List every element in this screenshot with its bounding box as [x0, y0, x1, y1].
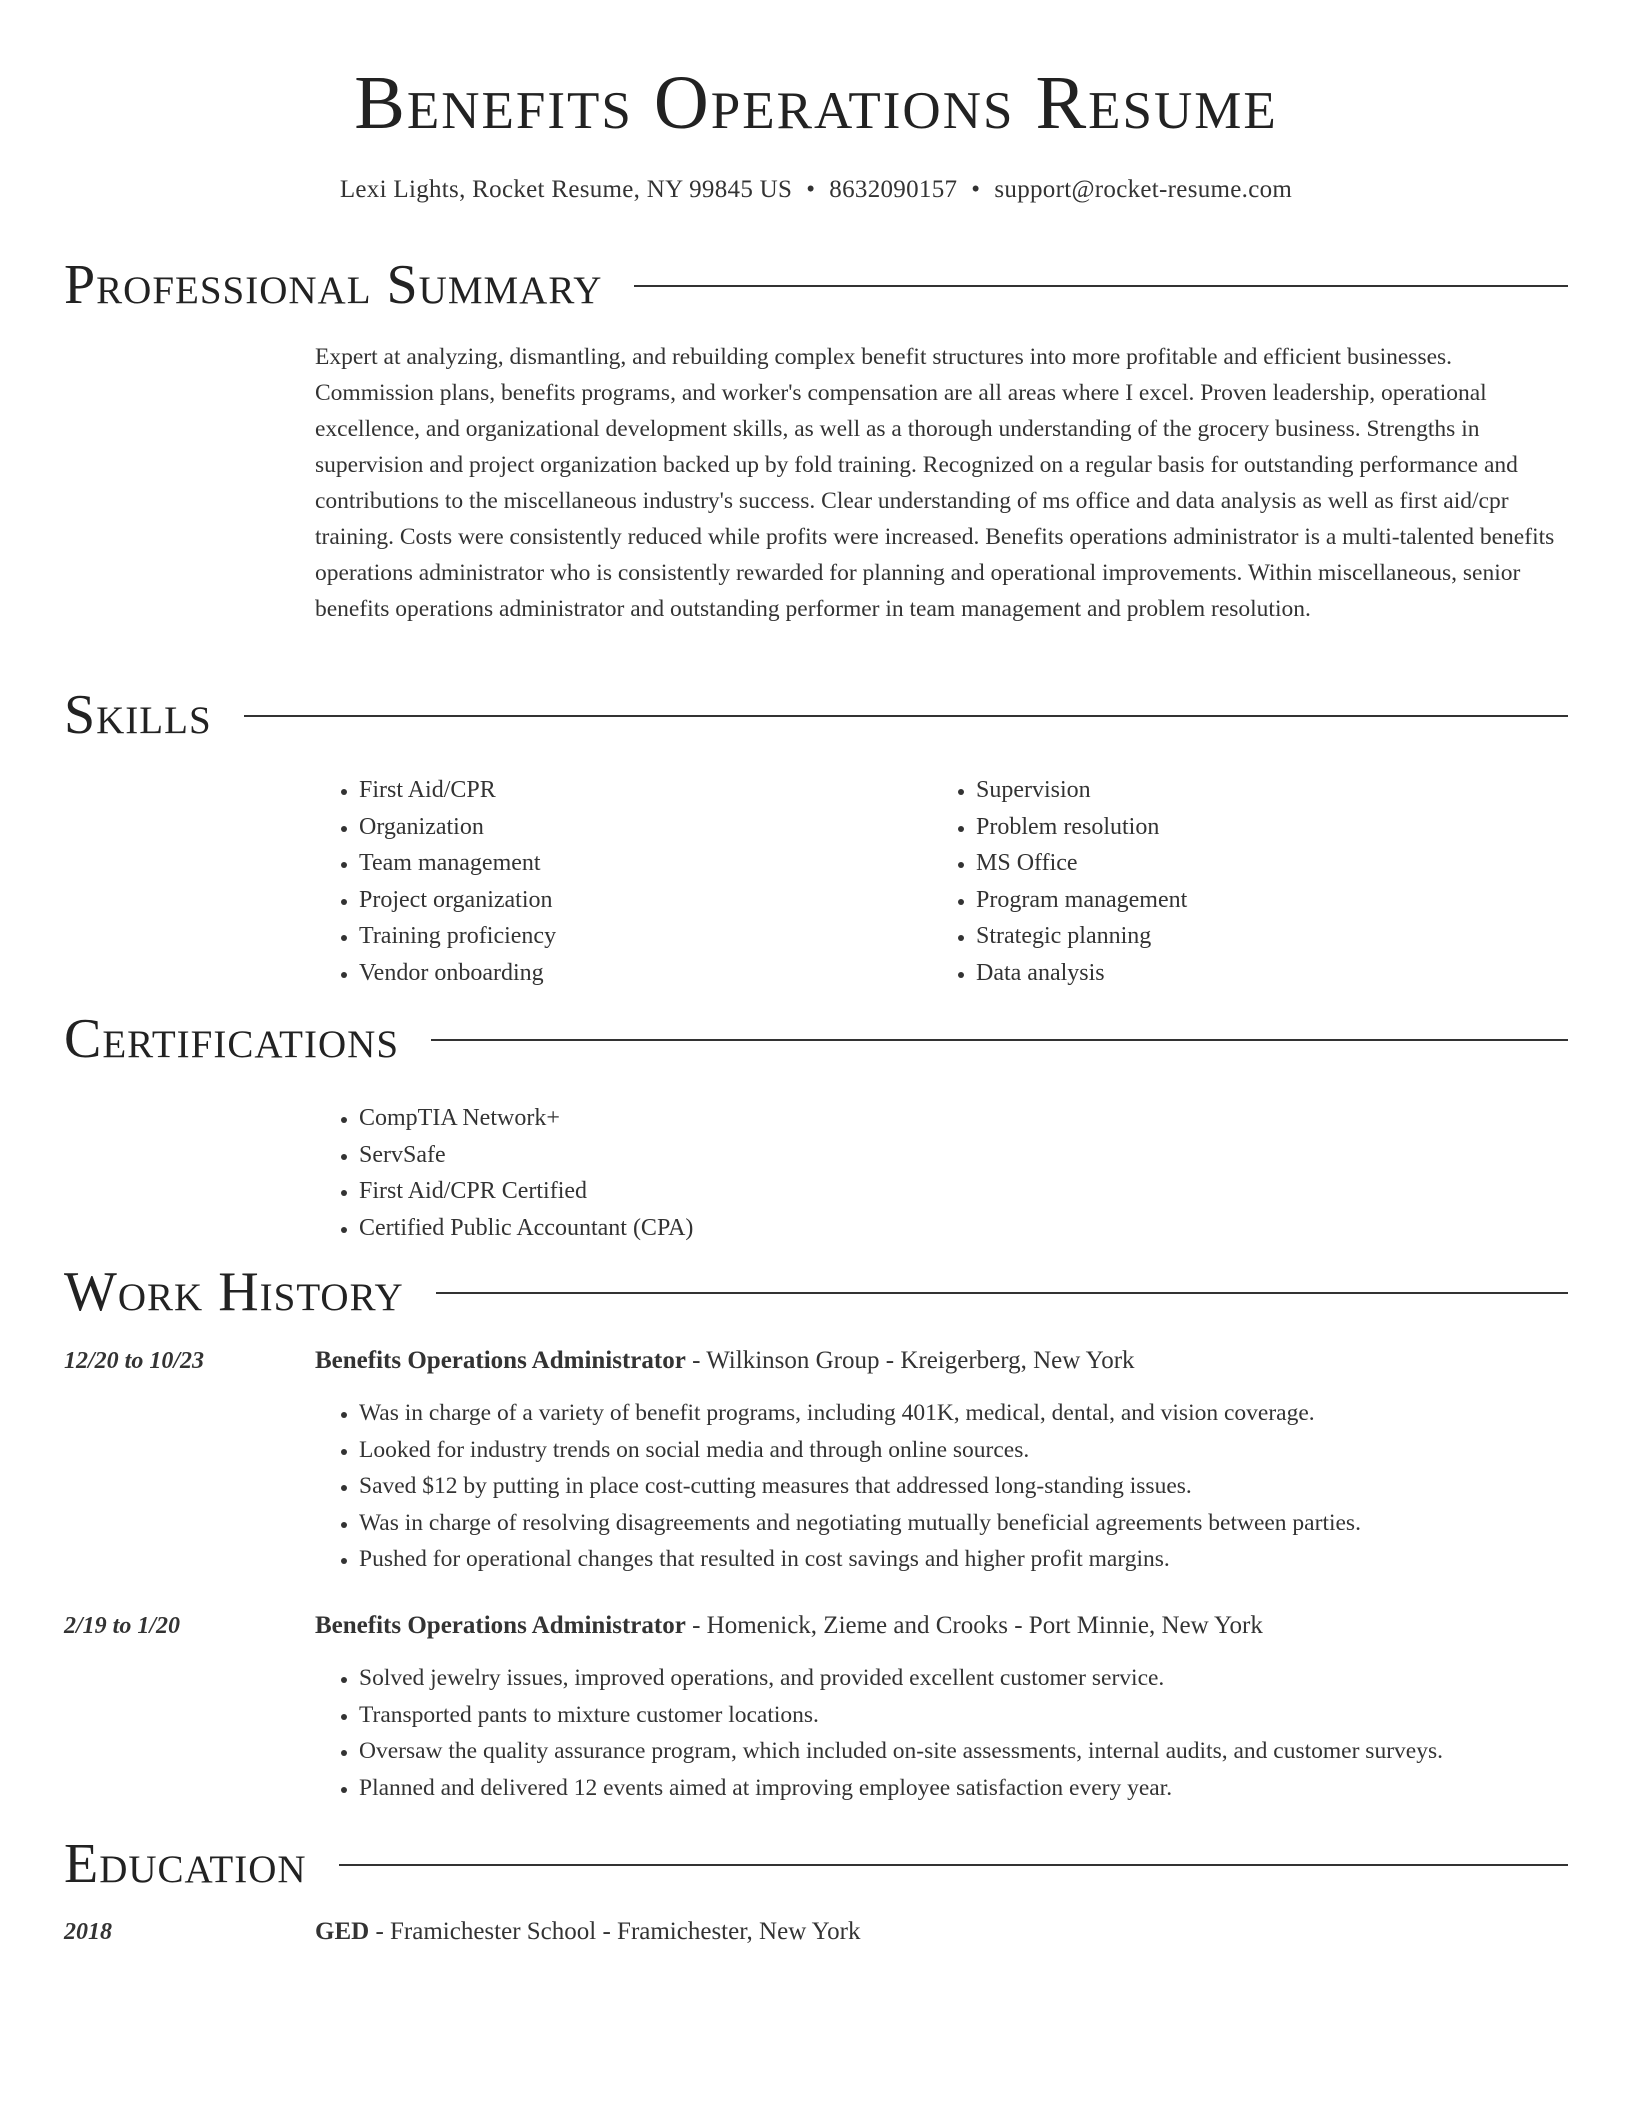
summary-section-title: Professional Summary	[64, 254, 603, 316]
contact-address: Lexi Lights, Rocket Resume, NY 99845 US	[339, 176, 793, 203]
skill-item: • Program management	[976, 882, 1512, 919]
section-divider	[431, 1039, 1568, 1041]
job-duty-item: • Was in charge of resolving disagreements and negotiating mutually beneficial agreements between parties.	[359, 1505, 1575, 1542]
contact-line	[0, 172, 1632, 208]
skills-section-title: Skills	[64, 684, 212, 746]
skills-column-left	[315, 772, 895, 991]
skill-item: • Project organization	[359, 882, 895, 919]
skill-item: • Strategic planning	[976, 918, 1512, 955]
work-section-header	[64, 1257, 1568, 1327]
certifications-list	[315, 1100, 1315, 1246]
job-heading	[315, 1343, 1135, 1379]
job-heading	[315, 1608, 1263, 1644]
job-duties	[315, 1395, 1575, 1578]
section-divider	[244, 715, 1568, 717]
summary-text: Expert at analyzing, dismantling, and rebuilding complex benefit structures into more profitable and efficient businesses. Commission plans, benefits programs, and worker's compensation are all areas where I excel. Proven leadership, operational excellence, and organizational development skills, as well as a thorough understanding of the grocery business. Strengths in supervision and project organization backed up by fold training. Recognized on a regular basis for outstanding performance and contributions to the miscellaneous industry's success. Clear understanding of ms office and data analysis as well as first aid/cpr training. Costs were consistently reduced while profits were increased. Benefits operations administrator is a multi-talented benefits operations administrator who is consistently rewarded for planning and operational improvements. Within miscellaneous, senior benefits operations administrator and outstanding performer in team management and problem resolution.	[315, 344, 1555, 622]
certification-item: • ServSafe	[359, 1137, 1315, 1174]
skill-item: • Problem resolution	[976, 809, 1512, 846]
skill-item: • First Aid/CPR	[359, 772, 895, 809]
skill-item: • Vendor onboarding	[359, 955, 895, 992]
section-divider	[436, 1292, 1568, 1294]
job-duty-item: • Saved $12 by putting in place cost-cutting measures that addressed long-standing issues.	[359, 1468, 1575, 1505]
job-dates: 12/20 to 10/23	[64, 1348, 205, 1374]
certification-item: • Certified Public Accountant (CPA)	[359, 1210, 1315, 1247]
job-duty-item: • Solved jewelry issues, improved operations, and provided excellent customer service.	[359, 1660, 1575, 1697]
education-heading	[315, 1914, 860, 1950]
job-duty-item: • Looked for industry trends on social media and through online sources.	[359, 1432, 1575, 1469]
contact-separator: •	[806, 176, 816, 203]
section-divider	[634, 285, 1568, 287]
work-section-title: Work History	[64, 1261, 404, 1323]
education-details: - Framichester School - Framichester, New York	[369, 1918, 861, 1945]
education-section-title: Education	[64, 1833, 307, 1895]
job-role: Benefits Operations Administrator	[315, 1347, 686, 1374]
skill-item: • Team management	[359, 845, 895, 882]
education-degree: GED	[315, 1918, 370, 1945]
skills-column-right	[932, 772, 1512, 991]
certifications-section-header	[64, 1004, 1568, 1074]
certifications-section-title: Certifications	[64, 1008, 400, 1070]
contact-email: support@rocket-resume.com	[994, 176, 1293, 203]
job-duty-item: • Was in charge of a variety of benefit programs, including 401K, medical, dental, and vision coverage.	[359, 1395, 1575, 1432]
job-duty-item: • Oversaw the quality assurance program, which included on-site assessments, internal audits, and customer surveys.	[359, 1733, 1575, 1770]
certification-item: • First Aid/CPR Certified	[359, 1173, 1315, 1210]
skill-item: • Supervision	[976, 772, 1512, 809]
skill-item: • MS Office	[976, 845, 1512, 882]
job-duty-item: • Planned and delivered 12 events aimed at improving employee satisfaction every year.	[359, 1770, 1575, 1807]
summary-section-header	[64, 250, 1568, 320]
skills-section-header	[64, 680, 1568, 750]
job-details: - Wilkinson Group - Kreigerberg, New York	[685, 1347, 1135, 1374]
job-duties	[315, 1660, 1575, 1806]
section-divider	[339, 1864, 1568, 1866]
education-section-header	[64, 1829, 1568, 1899]
education-year: 2018	[64, 1919, 112, 1945]
skill-item: • Data analysis	[976, 955, 1512, 992]
job-duty-item: • Pushed for operational changes that resulted in cost savings and higher profit margins.	[359, 1541, 1575, 1578]
job-details: - Homenick, Zieme and Crooks - Port Minnie, New York	[685, 1612, 1263, 1639]
certification-item: • CompTIA Network+	[359, 1100, 1315, 1137]
contact-separator: •	[971, 176, 981, 203]
skill-item: • Training proficiency	[359, 918, 895, 955]
job-duty-item: • Transported pants to mixture customer locations.	[359, 1697, 1575, 1734]
job-dates: 2/19 to 1/20	[64, 1613, 181, 1639]
job-role: Benefits Operations Administrator	[315, 1612, 686, 1639]
skill-item: • Organization	[359, 809, 895, 846]
resume-title: Benefits Operations Resume	[354, 61, 1278, 145]
contact-phone: 8632090157	[829, 176, 958, 203]
